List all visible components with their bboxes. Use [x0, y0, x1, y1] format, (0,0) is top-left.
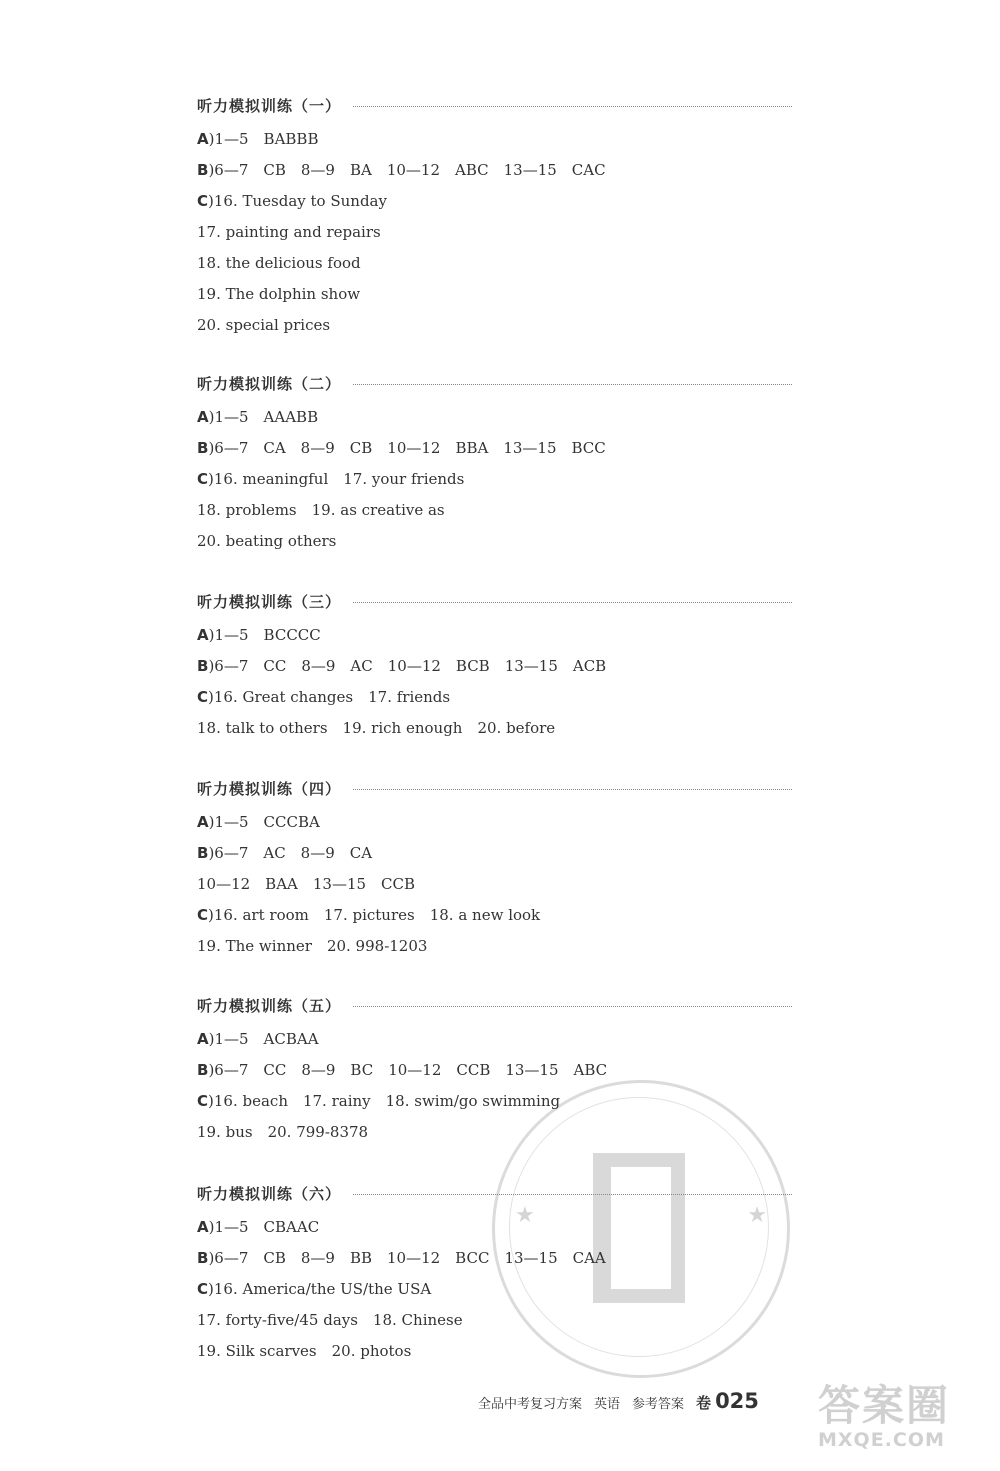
- answer-text: )16. Tuesday to Sunday: [208, 192, 387, 210]
- answer-line: [197, 620, 792, 651]
- section-header: [197, 588, 792, 614]
- part-label: C: [197, 906, 209, 924]
- dotted-rule: [353, 384, 792, 385]
- site-watermark: [818, 1383, 988, 1463]
- answer-line: [197, 464, 792, 495]
- answer-section: [197, 775, 792, 962]
- seal-star-icon: ★: [515, 1203, 535, 1228]
- part-label: A: [197, 1218, 209, 1236]
- part-label: B: [197, 439, 209, 457]
- watermark-url: MXQE.COM: [818, 1429, 945, 1451]
- answer-line: [197, 1243, 792, 1274]
- answer-line: [197, 1086, 792, 1117]
- section-title: 听力模拟训练（四）: [197, 779, 342, 798]
- answer-line: [197, 217, 792, 248]
- answer-line: [197, 124, 792, 155]
- answer-line: [197, 651, 792, 682]
- answer-line: [197, 155, 792, 186]
- answer-line: [197, 433, 792, 464]
- footer-subject: 英语: [594, 1397, 621, 1412]
- footer-book-title: 全品中考复习方案: [478, 1397, 583, 1412]
- answer-text: )6—7 AC 8—9 CA: [208, 844, 373, 862]
- section-title: 听力模拟训练（五）: [197, 996, 342, 1015]
- part-label: B: [197, 844, 209, 862]
- part-label: A: [197, 813, 209, 831]
- answer-text: 19. The winner 20. 998-1203: [197, 937, 428, 955]
- part-label: C: [197, 688, 209, 706]
- answer-section: [197, 92, 792, 341]
- answer-text: )6—7 CA 8—9 CB 10—12 BBA 13—15 BCC: [208, 439, 606, 457]
- part-label: A: [197, 408, 209, 426]
- section-header: [197, 992, 792, 1018]
- part-label: C: [197, 1280, 209, 1298]
- answer-text: )1—5 ACBAA: [208, 1030, 319, 1048]
- dotted-rule: [353, 602, 792, 603]
- part-label: B: [197, 657, 209, 675]
- answer-section: [197, 370, 792, 557]
- answer-section: [197, 992, 792, 1148]
- section-header: [197, 92, 792, 118]
- answer-line: [197, 682, 792, 713]
- answer-text: 17. painting and repairs: [197, 223, 381, 241]
- answer-text: )1—5 CCCBA: [208, 813, 320, 831]
- section-title: 听力模拟训练（三）: [197, 592, 342, 611]
- answer-line: [197, 1024, 792, 1055]
- answer-text: 10—12 BAA 13—15 CCB: [197, 875, 416, 893]
- section-header: [197, 370, 792, 396]
- answer-text: )16. America/the US/the USA: [208, 1280, 432, 1298]
- answer-line: [197, 1212, 792, 1243]
- answer-section: [197, 588, 792, 744]
- answer-line: [197, 931, 792, 962]
- footer-volume: 卷: [696, 1394, 712, 1412]
- answer-line: [197, 248, 792, 279]
- section-header: [197, 1180, 792, 1206]
- section-title: 听力模拟训练（二）: [197, 374, 342, 393]
- page-number: 025: [715, 1389, 759, 1413]
- answer-text: )6—7 CC 8—9 AC 10—12 BCB 13—15 ACB: [208, 657, 607, 675]
- answer-text: )16. art room 17. pictures 18. a new look: [208, 906, 541, 924]
- answer-section: [197, 1180, 792, 1367]
- section-title: 听力模拟训练（六）: [197, 1184, 342, 1203]
- answer-line: [197, 900, 792, 931]
- answer-line: [197, 526, 792, 557]
- answer-line: [197, 1117, 792, 1148]
- answer-line: [197, 807, 792, 838]
- answer-text: )1—5 CBAAC: [208, 1218, 320, 1236]
- part-label: C: [197, 1092, 209, 1110]
- answer-text: 19. Silk scarves 20. photos: [197, 1342, 412, 1360]
- answer-text: )6—7 CB 8—9 BA 10—12 ABC 13—15 CAC: [208, 161, 606, 179]
- watermark-logo-text: 答案圈: [818, 1381, 951, 1430]
- part-label: C: [197, 470, 209, 488]
- part-label: B: [197, 1061, 209, 1079]
- answer-line: [197, 402, 792, 433]
- part-label: A: [197, 626, 209, 644]
- answer-text: 18. problems 19. as creative as: [197, 501, 445, 519]
- page-footer: [478, 1389, 759, 1413]
- seal-star-icon: ★: [747, 1203, 767, 1228]
- dotted-rule: [353, 789, 792, 790]
- part-label: B: [197, 1249, 209, 1267]
- part-label: A: [197, 1030, 209, 1048]
- answer-text: 20. beating others: [197, 532, 337, 550]
- answer-text: )16. Great changes 17. friends: [208, 688, 451, 706]
- answer-line: [197, 713, 792, 744]
- dotted-rule: [353, 1006, 792, 1007]
- answer-text: )6—7 CC 8—9 BC 10—12 CCB 13—15 ABC: [208, 1061, 608, 1079]
- answer-line: [197, 310, 792, 341]
- answer-line: [197, 495, 792, 526]
- answer-text: )1—5 BABBB: [208, 130, 319, 148]
- answer-text: 18. talk to others 19. rich enough 20. before: [197, 719, 556, 737]
- answer-text: 20. special prices: [197, 316, 331, 334]
- dotted-rule: [353, 106, 792, 107]
- answer-text: )16. beach 17. rainy 18. swim/go swimming: [208, 1092, 561, 1110]
- answer-line: [197, 1305, 792, 1336]
- part-label: B: [197, 161, 209, 179]
- answer-line: [197, 1274, 792, 1305]
- answer-text: 19. The dolphin show: [197, 285, 361, 303]
- answer-line: [197, 838, 792, 869]
- answer-text: 19. bus 20. 799-8378: [197, 1123, 369, 1141]
- footer-kind: 参考答案: [632, 1397, 685, 1412]
- section-title: 听力模拟训练（一）: [197, 96, 342, 115]
- section-header: [197, 775, 792, 801]
- answer-text: )16. meaningful 17. your friends: [208, 470, 465, 488]
- answer-line: [197, 1336, 792, 1367]
- answer-line: [197, 279, 792, 310]
- part-label: A: [197, 130, 209, 148]
- answer-text: )1—5 BCCCC: [208, 626, 321, 644]
- answer-line: [197, 186, 792, 217]
- answer-text: )6—7 CB 8—9 BB 10—12 BCC 13—15 CAA: [208, 1249, 606, 1267]
- answer-line: [197, 869, 792, 900]
- answer-line: [197, 1055, 792, 1086]
- dotted-rule: [353, 1194, 792, 1195]
- answer-text: )1—5 AAABB: [208, 408, 319, 426]
- part-label: C: [197, 192, 209, 210]
- answer-text: 17. forty-five/45 days 18. Chinese: [197, 1311, 463, 1329]
- answer-text: 18. the delicious food: [197, 254, 361, 272]
